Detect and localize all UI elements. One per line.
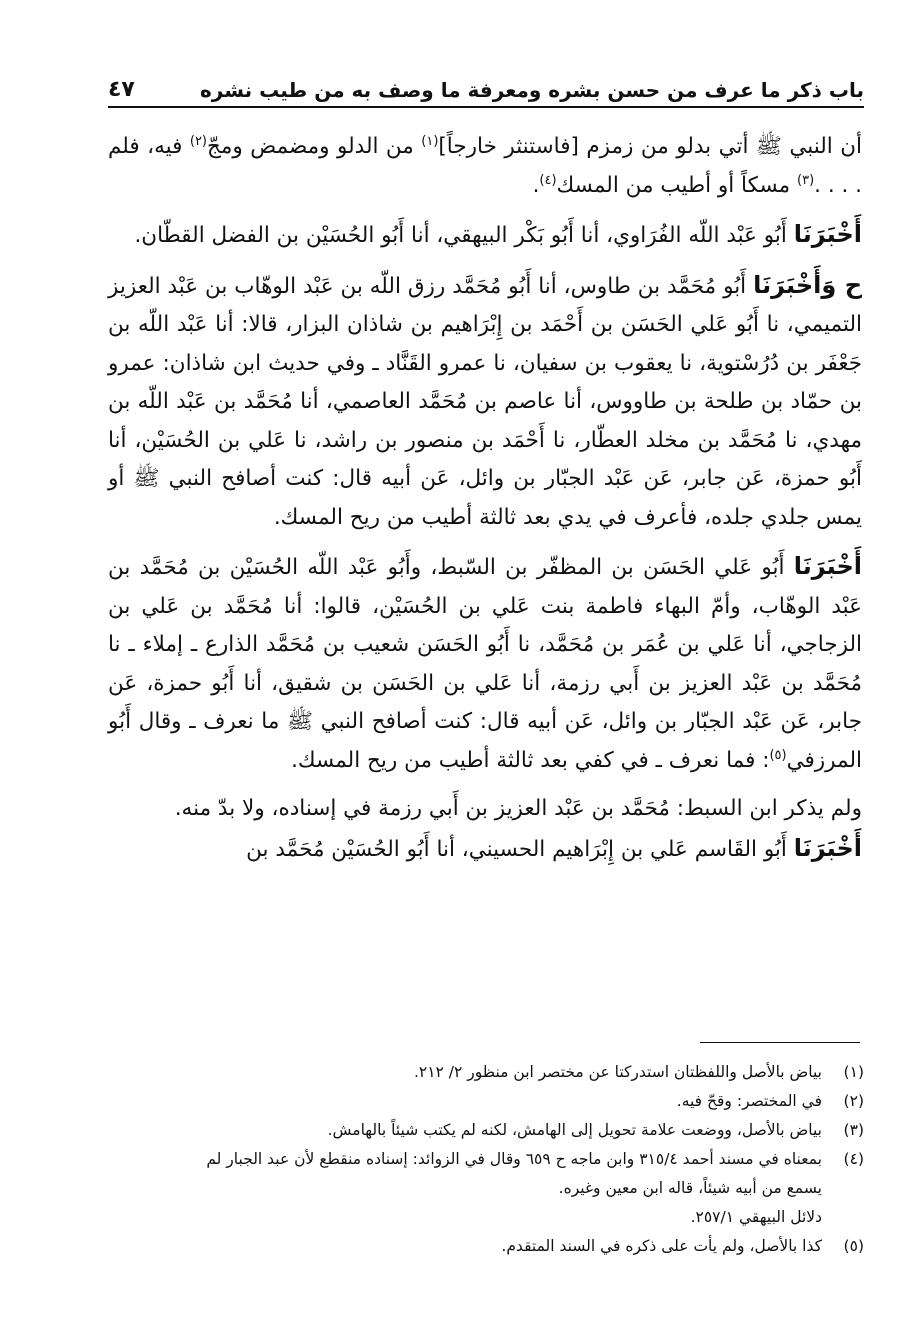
paragraph-text: فيه، فلم . . . . [108,134,862,198]
paragraph-text: أَبُو مُحَمَّد بن طاوس، أنا أَبُو مُحَمَّد رزق اللّه بن عَبْد الوهّاب بن عَبْد العزيز التميمي، نا أَبُو عَلي الحَسَن بن أَحْمَد بن إِبْرَاهيم بن شاذان البزار، قالا: أنا عَبْد اللّه بن جَعْفَر بن دُرُسْتوية، نا يعقوب بن سفيان، نا عمرو القَنَّاد ـ وفي حديث ابن شاذان: عمرو بن حمّاد بن طلحة بن طاووس، أنا عاصم بن مُحَمَّد العاصمي، أنا مُحَمَّد بن عَبْد اللّه بن مهدي، نا مُحَمَّد بن مخلد العطّار، نا أَحْمَد بن منصور بن راشد، نا عَلي بن الحُسَيْن، أنا أَبُو حمزة، عَن جابر، عَن عَبْد الجبّار بن وائل، عَن أبيه قال: كنت أصافح النبي ﷺ أو يمس جلدي جلده، فأعرف في يدي بعد ثالثة أطيب من ريح المسك. [108,273,862,530]
footnote-line: بياض بالأصل، ووضعت علامة تحويل إلى الهامش، لكنه لم يكتب شيئاً بالهامش. [327,1121,822,1139]
footnote-ref: (٤) [539,172,557,188]
paragraph-text: أَبُو عَبْد اللّه الفُرَاوي، أنا أَبُو بَكْر البيهقي، أنا أَبُو الحُسَيْن بن الفضل القطّان. [134,223,794,248]
paragraph-text: : فما نعرف ـ في كفي بعد ثالثة أطيب من ريح المسك. [291,747,770,773]
paragraph-text: أن النبي ﷺ أتي بدلو من زمزم [فاستنثر خارجاً] [438,134,863,159]
footnote-2 [108,1087,864,1116]
footnote-line: دلائل البيهقي ٢٥٧/١. [690,1208,822,1226]
footnote-number: (٤) [843,1150,864,1168]
paragraph-text: . [532,172,540,198]
footnote-line: كذا بالأصل، ولم يأت على ذكره في السند المتقدم. [501,1237,822,1255]
keyword-akhbarana: أَخْبَرَنَا [793,552,862,580]
page-header [108,62,864,108]
paragraph-2 [108,215,862,256]
paragraph-text: أَبُو عَلي الحَسَن بن المظفّر بن السّبط، وأَبُو عَبْد اللّه الحُسَيْن بن مُحَمَّد بن عَبْد الوهّاب، وأمّ البهاء فاطمة بنت عَلي بن الحُسَيْن، قالوا: أنا مُحَمَّد بن عَلي بن الزجاجي، أنا عَلي بن عُمَر بن مُحَمَّد، نا أَبُو الحَسَن شعيب بن مُحَمَّد الذارع ـ إملاء ـ نا مُحَمَّد بن عَبْد العزيز بن أَبي رزمة، أنا عَلي بن الحَسَن بن شقيق، أنا أَبُو حمزة، عَن جابر، عَن عَبْد الجبّار بن وائل، عَن أبيه قال: كنت أصافح النبي ﷺ ما نعرف ـ وقال أَبُو المرزفي [108,555,862,773]
footnote-3 [108,1116,864,1145]
footnote-line: بمعناه في مسند أحمد ٣١٥/٤ وابن ماجه ح ٦٥٩ وقال في الزوائد: إسناده منقطع لأن عبد الجبار لم [206,1150,822,1168]
paragraph-text: أَبُو القَاسم عَلي بن إِبْرَاهيم الحسيني، أنا أَبُو الحُسَيْن مُحَمَّد بن [246,836,794,862]
paragraph-text: من الدلو ومضمض ومجّ [207,134,422,159]
footnote-text [108,1232,822,1261]
footnote-number: (٣) [843,1121,864,1139]
footnote-1 [108,1058,864,1087]
footnote-divider [700,1042,860,1043]
page-number: ٤٧ [108,77,135,102]
footnote-5 [108,1232,864,1261]
main-text [108,128,862,879]
paragraph-text: مسكاً أو أطيب من المسك [556,172,798,198]
paragraph-6 [108,829,862,870]
footnote-line: في المختصر: وقحّ فيه. [676,1092,822,1110]
footnote-text [108,1087,822,1116]
footnote-4 [108,1145,864,1232]
keyword-akhbarana: ح وَأَخْبَرَنَا [753,270,863,299]
footnote-text [108,1145,822,1232]
footnote-ref: (٥) [769,747,787,763]
footnote-line: بياض بالأصل واللفظتان استدركتا عن مختصر ابن منظور ٢/ ٢١٢. [413,1063,822,1081]
paragraph-3 [108,266,862,538]
footnote-line: يسمع من أبيه شيئاً، قاله ابن معين وغيره. [558,1179,822,1197]
footnote-ref: (١) [421,133,439,149]
paragraph-text: ولم يذكر ابن السبط: مُحَمَّد بن عَبْد العزيز بن أَبي رزمة في إسناده، ولا بدّ منه. [174,796,862,821]
footnote-ref: (٣) [797,172,815,188]
footnote-number: (٥) [843,1237,864,1255]
footnotes [108,1058,864,1261]
paragraph-5 [108,790,862,829]
keyword-akhbarana: أَخْبَرَنَا [793,833,862,862]
footnote-number: (١) [843,1063,864,1081]
running-title: باب ذكر ما عرف من حسن بشره ومعرفة ما وصف به من طيب نشره [200,78,864,102]
footnote-number: (٢) [843,1092,864,1110]
footnote-text [108,1058,822,1087]
keyword-akhbarana: أَخْبَرَنَا [793,220,862,248]
paragraph-1 [108,128,862,205]
paragraph-4 [108,547,862,780]
footnote-text [108,1116,822,1145]
footnote-ref: (٢) [189,133,207,149]
